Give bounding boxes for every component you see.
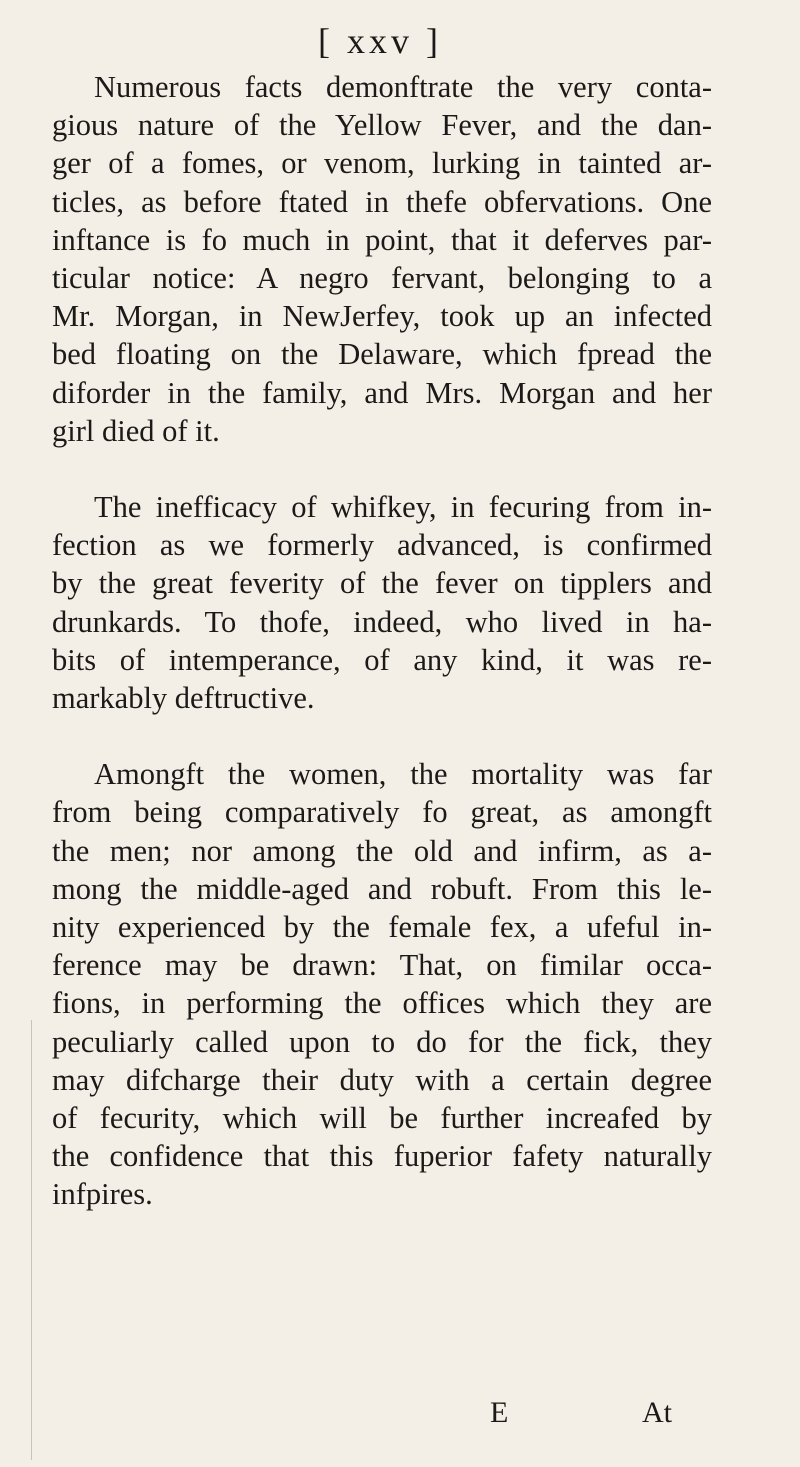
paragraph-gap bbox=[52, 717, 712, 755]
text-line: ger of a fomes, or venom, lurking in tainted ar- bbox=[52, 146, 712, 181]
text-line: Mr. Morgan, in NewJerfey, took up an infected bbox=[52, 299, 712, 334]
paragraph bbox=[52, 488, 712, 717]
text-line: Numerous facts demonftrate the very conta- bbox=[94, 70, 712, 104]
paragraph bbox=[52, 755, 712, 1213]
catchword: At bbox=[642, 1396, 672, 1429]
text-line: nity experienced by the female fex, a ufeful in- bbox=[52, 910, 712, 945]
text-line: The inefficacy of whifkey, in fecuring from in- bbox=[94, 490, 712, 525]
text-line: girl died of it. bbox=[52, 413, 220, 448]
text-line: inftance is fo much in point, that it deferves par- bbox=[52, 222, 712, 257]
text-line: mong the middle-aged and robuft. From this le- bbox=[52, 871, 712, 906]
text-line: peculiarly called upon to do for the fick, they bbox=[52, 1024, 712, 1059]
text-line: drunkards. To thofe, indeed, who lived in ha- bbox=[52, 604, 712, 639]
text-line: ticles, as before ftated in thefe obfervations. One bbox=[52, 184, 712, 219]
signature-mark: E bbox=[490, 1396, 509, 1429]
text-line: of fecurity, which will be further increafed by bbox=[52, 1101, 712, 1136]
text-line: Amongft the women, the mortality was far bbox=[94, 757, 712, 792]
page-edge-shadow bbox=[31, 1020, 32, 1460]
text-line: from being comparatively fo great, as amongft bbox=[52, 795, 712, 830]
text-line: by the great feverity of the fever on tipplers and bbox=[52, 566, 712, 601]
text-line: the men; nor among the old and infirm, as a- bbox=[52, 833, 712, 868]
text-line: diforder in the family, and Mrs. Morgan and her bbox=[52, 375, 712, 410]
text-line: infpires. bbox=[52, 1177, 153, 1212]
paragraph bbox=[52, 68, 712, 450]
text-line: ference may be drawn: That, on fimilar occa- bbox=[52, 948, 712, 983]
text-line: fions, in performing the offices which they are bbox=[52, 986, 712, 1021]
text-line: the confidence that this fuperior fafety naturally bbox=[52, 1139, 712, 1174]
text-line: may difcharge their duty with a certain degree bbox=[52, 1062, 712, 1097]
page-header: [ xxv ] bbox=[318, 21, 442, 61]
paragraph-gap bbox=[52, 450, 712, 488]
text-line: bits of intemperance, of any kind, it was re- bbox=[52, 642, 712, 677]
text-line: ticular notice: A negro fervant, belonging to a bbox=[52, 261, 712, 296]
text-line: gious nature of the Yellow Fever, and the dan- bbox=[52, 108, 712, 143]
text-line: markably deftructive. bbox=[52, 681, 315, 716]
body-text bbox=[52, 68, 712, 1214]
text-line: bed floating on the Delaware, which fpread the bbox=[52, 337, 712, 372]
text-line: fection as we formerly advanced, is confirmed bbox=[52, 528, 712, 563]
